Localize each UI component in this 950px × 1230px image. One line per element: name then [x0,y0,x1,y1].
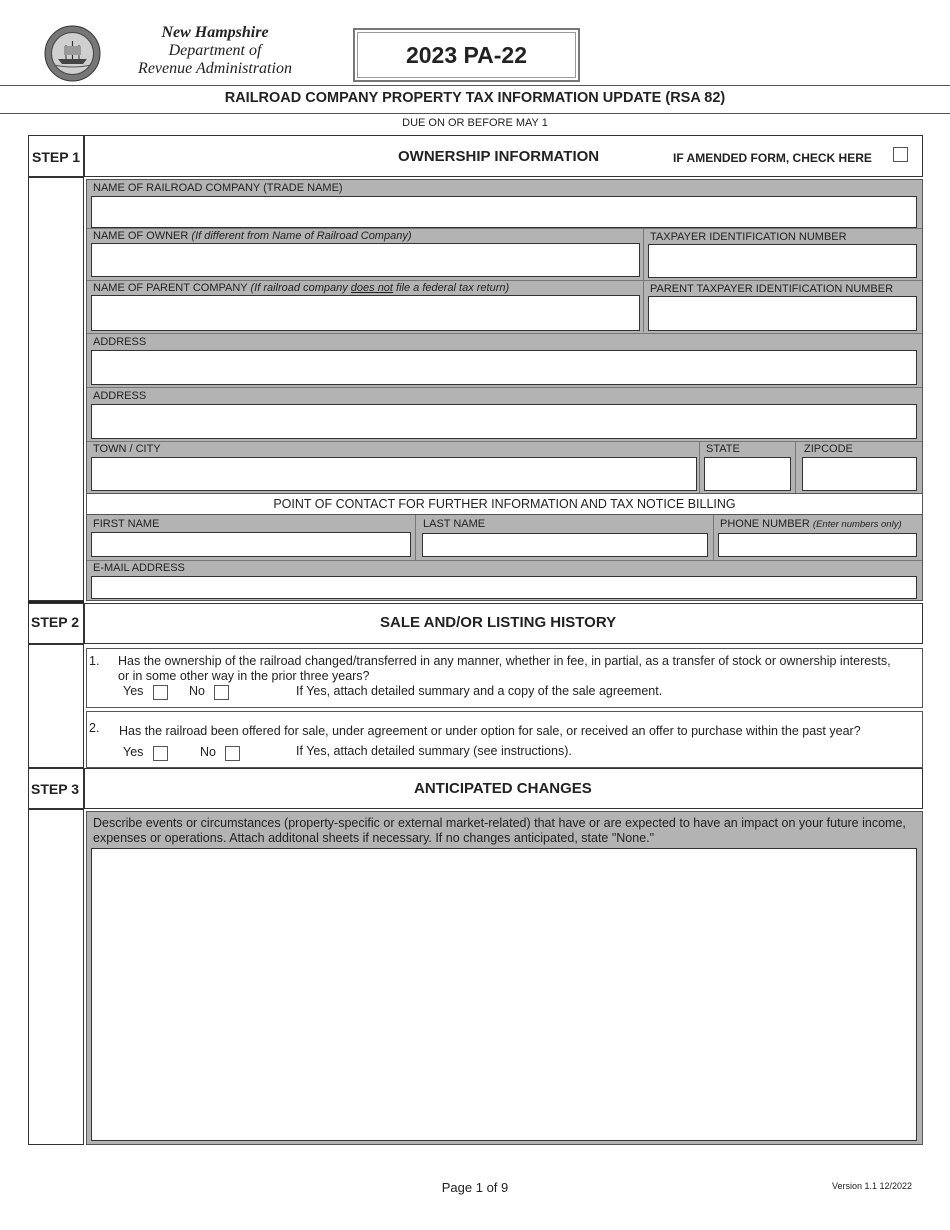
q1-yes-checkbox[interactable] [153,685,168,700]
q1-no-label: No [189,684,205,698]
state-seal [44,25,101,82]
q1-line1: Has the ownership of the railroad changed/transferred in any manner, whether in fee, in partial, as a transfer of stock or ownership interests, [118,654,891,668]
header-rule-top [0,85,950,86]
divider [87,280,922,281]
company-name-label: NAME OF RAILROAD COMPANY (TRADE NAME) [93,182,343,194]
owner-name-input[interactable] [91,243,640,277]
address1-label: ADDRESS [93,336,147,348]
step3-label-cell [28,768,84,809]
step3-desc-line2: expenses or operations. Attach additonal sheets if necessary. If no changes anticipated, state "None." [93,831,655,845]
step2-title: SALE AND/OR LISTING HISTORY [380,614,617,631]
state-label: STATE [706,443,740,455]
owner-name-label-text: NAME OF OWNER [93,230,189,242]
parent-tin-label: PARENT TAXPAYER IDENTIFICATION NUMBER [650,283,894,295]
address1-input[interactable] [91,350,917,385]
q2-no-label: No [200,745,216,759]
header-rule-bottom [0,113,950,114]
owner-name-note: (If different from Name of Railroad Company) [191,230,412,242]
divider [87,441,922,442]
step1-body [86,179,923,601]
q1-text [118,654,918,684]
town-input[interactable] [91,457,697,491]
email-input[interactable] [91,576,917,599]
contact-header: POINT OF CONTACT FOR FURTHER INFORMATION AND TAX NOTICE BILLING [87,493,922,515]
q2-number: 2. [89,721,100,735]
q1-yes-label: Yes [123,684,144,698]
page-number: Page 1 of 9 [441,1180,509,1195]
q2-no-checkbox[interactable] [225,746,240,761]
divider [795,441,796,493]
due-date: DUE ON OR BEFORE MAY 1 [402,117,548,129]
q2-text: Has the railroad been offered for sale, under agreement or under option for sale, or received an offer to purchase within the past year? [119,724,861,738]
step3-title: ANTICIPATED CHANGES [414,780,592,797]
step1-header-cell [84,135,923,177]
step3-header-cell [84,768,923,809]
divider [87,560,922,561]
q2-yes-checkbox[interactable] [153,746,168,761]
step3-body [86,811,923,1145]
step3-desc-line1: Describe events or circumstances (property-specific or external market-related) that have or are expected to have an impact on your future income, [93,816,906,830]
parent-name-label [93,282,509,294]
owner-name-label [93,230,412,242]
anticipated-changes-textarea[interactable] [91,848,917,1141]
q1-line2: or in some other way in the prior three years? [118,669,370,683]
phone-label [720,518,902,530]
question-1 [86,648,923,708]
parent-name-input[interactable] [91,295,640,331]
agency-line1: New Hampshire [161,24,269,41]
form-code-box [353,28,580,82]
divider [713,515,714,560]
last-name-input[interactable] [422,533,708,557]
first-name-input[interactable] [91,532,411,557]
first-name-label: FIRST NAME [93,518,160,530]
divider [87,333,922,334]
step2-label: STEP 2 [31,614,79,630]
phone-input[interactable] [718,533,917,557]
step1-side-cell [28,177,84,601]
seal-icon [44,25,101,82]
parent-tin-input[interactable] [648,296,917,331]
address2-input[interactable] [91,404,917,439]
divider [415,515,416,560]
q2-note: If Yes, attach detailed summary (see instructions). [296,744,572,758]
step1-title: OWNERSHIP INFORMATION [398,148,600,165]
step1-label-cell [28,135,84,177]
town-label: TOWN / CITY [93,443,161,455]
step3-side-cell [28,809,84,1145]
divider [87,387,922,388]
zip-label: ZIPCODE [804,443,853,455]
amended-label: IF AMENDED FORM, CHECK HERE [673,151,872,165]
agency-name [110,24,320,78]
tin-label: TAXPAYER IDENTIFICATION NUMBER [650,231,847,243]
divider [87,228,922,229]
last-name-label: LAST NAME [423,518,486,530]
step1-label: STEP 1 [32,149,80,165]
address2-label: ADDRESS [93,390,147,402]
q1-no-checkbox[interactable] [214,685,229,700]
q1-number: 1. [89,654,100,668]
parent-name-label-text: NAME OF PARENT COMPANY [93,282,248,294]
zip-input[interactable] [802,457,917,491]
agency-line2: Department of [168,42,262,59]
divider [699,441,700,493]
q1-note: If Yes, attach detailed summary and a copy of the sale agreement. [296,684,663,698]
parent-note-b: does not [350,282,393,294]
agency-line3: Revenue Administration [138,60,292,77]
question-2 [86,711,923,768]
form-code: 2023 PA-22 [405,41,528,68]
step2-label-cell [28,603,84,644]
amended-checkbox[interactable] [893,147,908,162]
q2-yes-label: Yes [123,745,144,759]
step3-description [93,816,906,846]
parent-note-c: file a federal tax return) [396,282,510,294]
step2-side-cell [28,644,84,768]
step3-label: STEP 3 [31,781,79,797]
tin-input[interactable] [648,244,917,278]
company-name-input[interactable] [91,196,917,228]
version-label: Version 1.1 12/2022 [832,1181,913,1191]
step2-header-cell [84,603,923,644]
phone-label-text: PHONE NUMBER [720,518,810,530]
state-input[interactable] [704,457,791,491]
email-label: E-MAIL ADDRESS [93,562,185,574]
form-title: RAILROAD COMPANY PROPERTY TAX INFORMATION UPDATE (RSA 82) [224,90,726,106]
parent-note-a: (If railroad company [250,282,348,294]
phone-note: (Enter numbers only) [812,519,902,530]
